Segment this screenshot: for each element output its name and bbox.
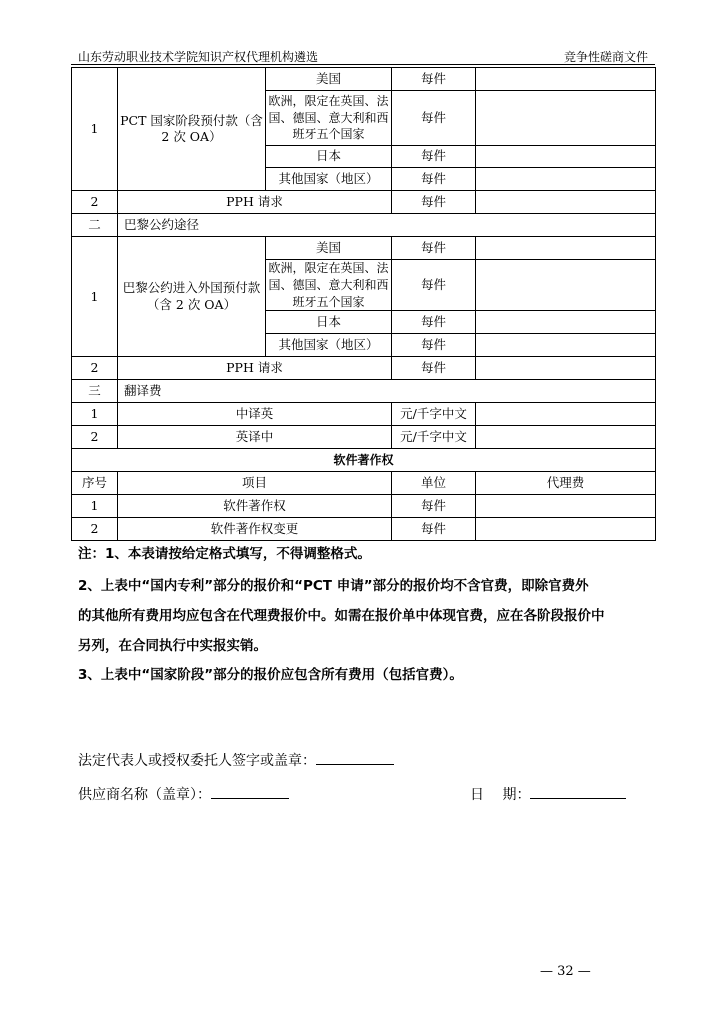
fee-cell: [476, 191, 656, 214]
header-rule: [71, 64, 655, 65]
country-cell: 日本: [266, 311, 392, 334]
row-number: 1: [72, 68, 118, 191]
note-1: 注：1、本表请按给定格式填写，不得调整格式。: [78, 546, 371, 562]
representative-label: 法定代表人或授权委托人签字或盖章：: [78, 753, 316, 769]
representative-blank[interactable]: [316, 764, 394, 765]
fee-cell: [476, 237, 656, 260]
fee-cell: [476, 518, 656, 541]
item-name: PPH 请求: [118, 191, 392, 214]
fee-cell: [476, 357, 656, 380]
unit-cell: 每件: [392, 518, 476, 541]
unit-cell: 元/千字中文: [392, 403, 476, 426]
fee-cell: [476, 168, 656, 191]
fee-cell: [476, 495, 656, 518]
country-cell: 欧洲，限定在英国、法国、德国、意大利和西班牙五个国家: [266, 260, 392, 311]
country-cell: 其他国家（地区）: [266, 168, 392, 191]
unit-cell: 每件: [392, 311, 476, 334]
table-row: [72, 403, 656, 426]
section-row: [72, 214, 656, 237]
fee-cell: [476, 146, 656, 168]
representative-signature-line: [78, 750, 394, 770]
note-2-line-3: 另列，在合同执行中实报实销。: [78, 638, 267, 654]
unit-cell: 每件: [392, 495, 476, 518]
item-name: 软件著作权变更: [118, 518, 392, 541]
table-row: [72, 518, 656, 541]
software-section-title: 软件著作权: [72, 449, 656, 472]
note-3: 3、上表中“国家阶段”部分的报价应包含所有费用（包括官费）。: [78, 667, 463, 683]
country-cell: 欧洲，限定在英国、法国、德国、意大利和西班牙五个国家: [266, 91, 392, 146]
fee-cell: [476, 91, 656, 146]
country-cell: 其他国家（地区）: [266, 334, 392, 357]
header-left-text: 山东劳动职业技术学院知识产权代理机构遴选: [78, 50, 319, 64]
fee-cell: [476, 334, 656, 357]
row-number: 1: [72, 403, 118, 426]
fee-cell: [476, 426, 656, 449]
unit-cell: 每件: [392, 237, 476, 260]
unit-cell: 每件: [392, 191, 476, 214]
date-label: 日 期：: [470, 787, 531, 803]
column-header-no: 序号: [72, 472, 118, 495]
unit-cell: 每件: [392, 357, 476, 380]
country-cell: 日本: [266, 146, 392, 168]
table-row: [72, 426, 656, 449]
fee-cell: [476, 68, 656, 91]
section-title: 巴黎公约途径: [118, 214, 656, 237]
row-number: 2: [72, 357, 118, 380]
unit-cell: 每件: [392, 91, 476, 146]
date-blank[interactable]: [530, 798, 626, 799]
column-header-item: 项目: [118, 472, 392, 495]
supplier-name-line: [78, 784, 289, 804]
column-header-unit: 单位: [392, 472, 476, 495]
fee-cell: [476, 311, 656, 334]
item-name: 软件著作权: [118, 495, 392, 518]
row-number: 2: [72, 426, 118, 449]
unit-cell: 每件: [392, 334, 476, 357]
page-number: — 32 —: [540, 964, 591, 979]
supplier-blank[interactable]: [211, 798, 289, 799]
fee-cell: [476, 403, 656, 426]
table-row: [72, 191, 656, 214]
fee-cell: [476, 260, 656, 311]
section-number: 二: [72, 214, 118, 237]
section-row: [72, 380, 656, 403]
row-number: 1: [72, 495, 118, 518]
country-cell: 美国: [266, 237, 392, 260]
software-title-row: [72, 449, 656, 472]
table-row: [72, 495, 656, 518]
column-header-fee: 代理费: [476, 472, 656, 495]
table-row: [72, 68, 656, 91]
item-name: PCT 国家阶段预付款（含 2 次 OA）: [118, 68, 266, 191]
header-right-text: 竞争性磋商文件: [563, 50, 648, 64]
fee-table: [71, 67, 656, 541]
unit-cell: 每件: [392, 168, 476, 191]
table-row: [72, 357, 656, 380]
unit-cell: 每件: [392, 68, 476, 91]
note-2-line-2: 的其他所有费用均应包含在代理费报价中。如需在报价单中体现官费，应在各阶段报价中: [78, 608, 605, 624]
unit-cell: 每件: [392, 260, 476, 311]
row-number: 2: [72, 191, 118, 214]
date-line: [470, 784, 626, 804]
row-number: 2: [72, 518, 118, 541]
table-row: [72, 237, 656, 260]
row-number: 1: [72, 237, 118, 357]
item-name: 巴黎公约进入外国预付款（含 2 次 OA）: [118, 237, 266, 357]
section-title: 翻译费: [118, 380, 656, 403]
country-cell: 美国: [266, 68, 392, 91]
supplier-label: 供应商名称（盖章）：: [78, 787, 211, 803]
note-2-line-1: 2、上表中“国内专利”部分的报价和“PCT 申请”部分的报价均不含官费，即除官费外: [78, 578, 589, 594]
section-number: 三: [72, 380, 118, 403]
unit-cell: 元/千字中文: [392, 426, 476, 449]
item-name: 英译中: [118, 426, 392, 449]
unit-cell: 每件: [392, 146, 476, 168]
item-name: 中译英: [118, 403, 392, 426]
item-name: PPH 请求: [118, 357, 392, 380]
header-row: [72, 472, 656, 495]
